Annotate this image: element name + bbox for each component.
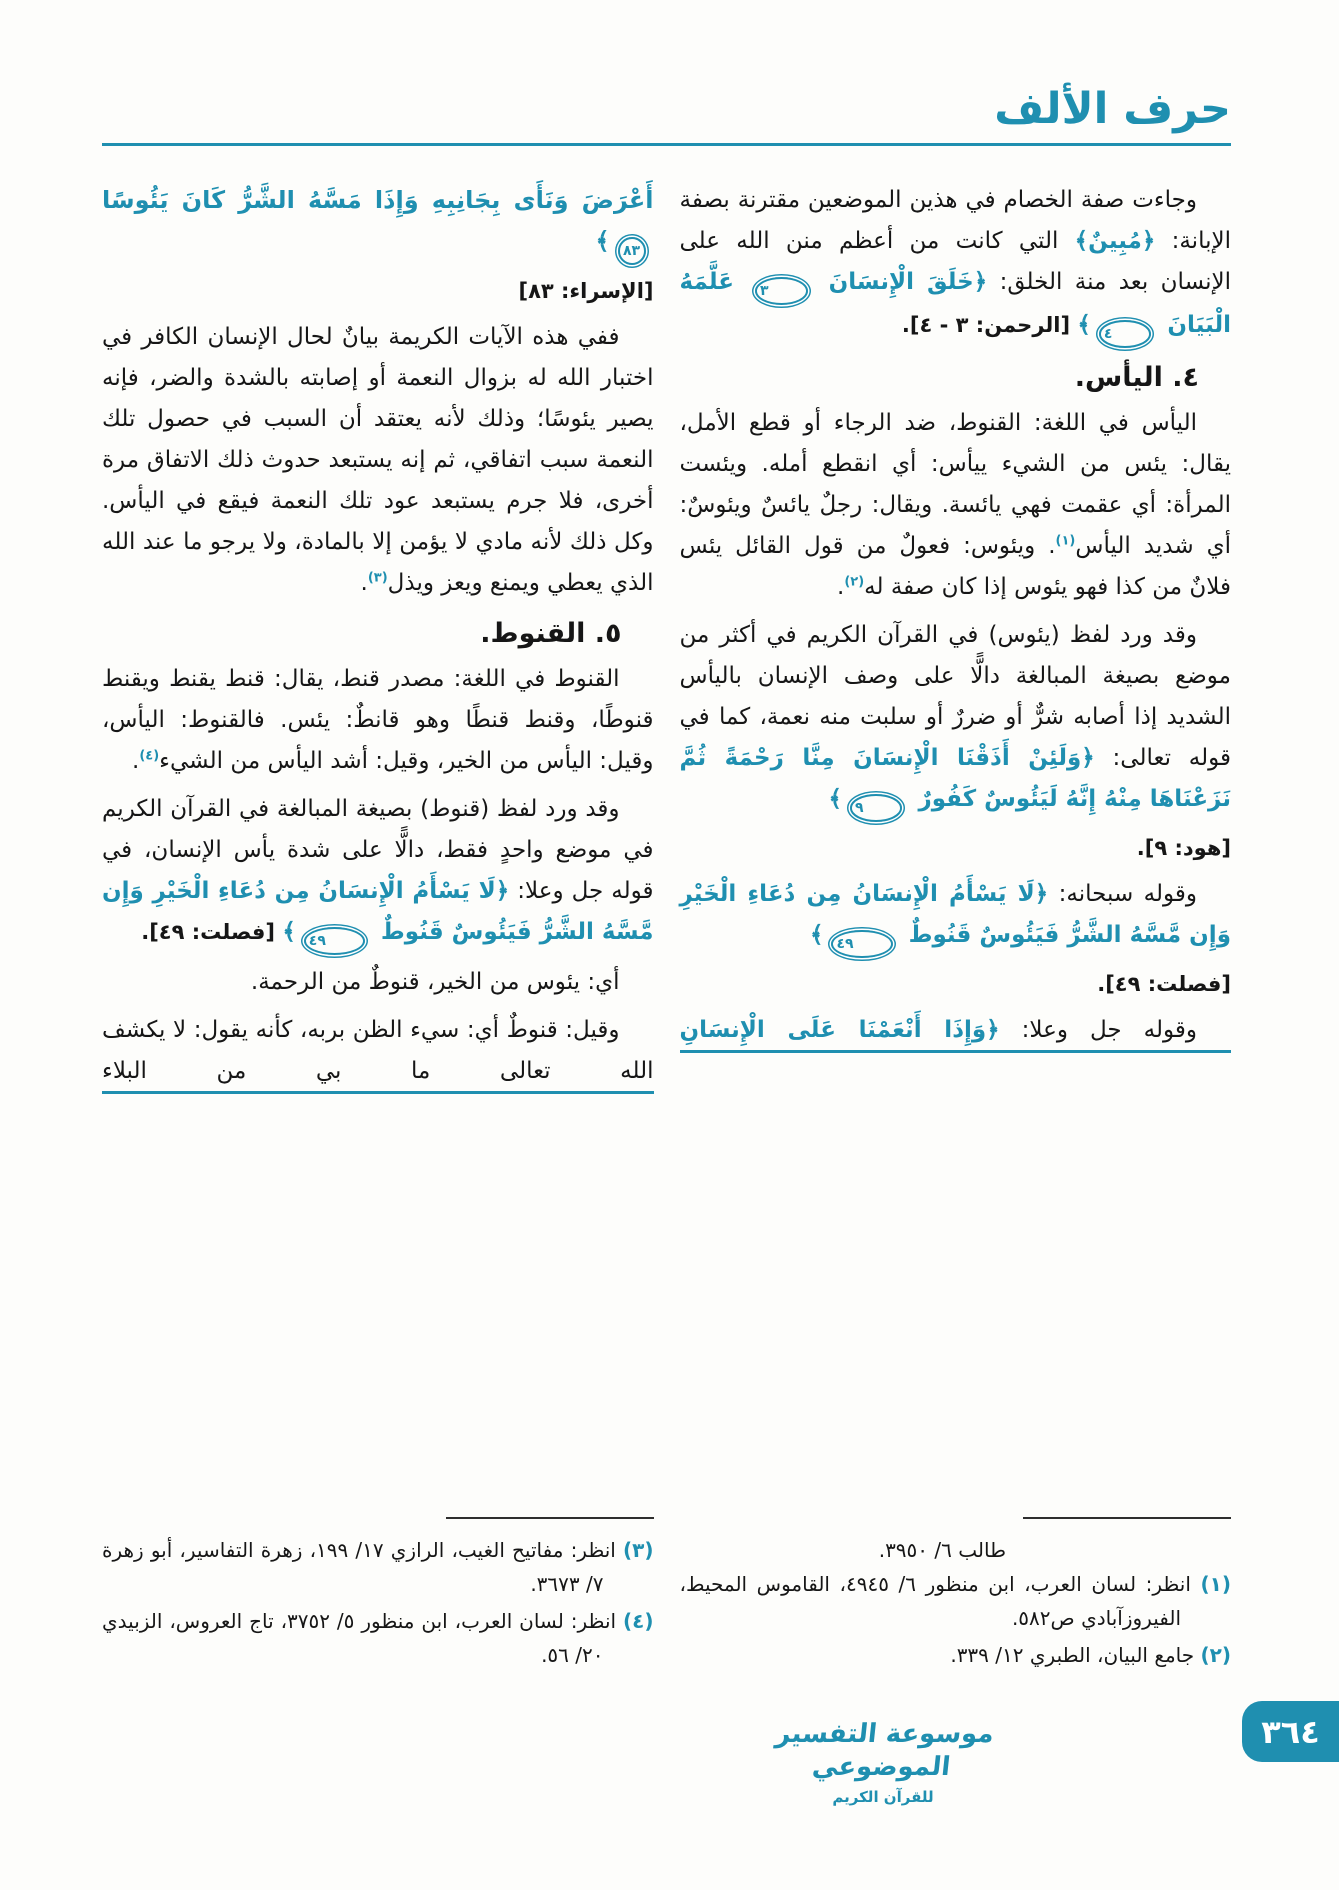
body-text: وقوله سبحانه: — [1048, 881, 1197, 908]
footnote-continuation: طالب ٦/ ٣٩٥٠. — [878, 1538, 1006, 1563]
publisher-logo — [763, 1718, 1003, 1806]
footnote-marker: (٤) — [139, 748, 160, 764]
footnote-number: (١) — [1200, 1572, 1231, 1597]
footnote-marker: (١) — [1055, 533, 1076, 549]
verse-number-medallion: ٣ — [755, 277, 808, 305]
body-text: أي: يئوس من الخير، قنوطٌ من الرحمة. — [250, 969, 620, 996]
verse-reference-line: [هود: ٩]. — [1136, 836, 1231, 861]
body-text: . — [132, 748, 140, 775]
paragraph — [102, 789, 654, 955]
page-number-badge: ٣٦٤ — [1242, 1701, 1339, 1762]
footnote-text: انظر: مفاتيح الغيب، الرازي ١٧/ ١٩٩، زهرة التفاسير، أبو زهرة ٧/ ٣٦٧٣. — [102, 1538, 623, 1597]
footnote-separator — [446, 1517, 654, 1519]
footnote-item — [102, 1533, 654, 1601]
body-text: القنوط في اللغة: مصدر قنط، يقال: قنط يقنط ويقنط قنوطًا، وقنط قنطًا وهو قانطٌ: يئس. فالقنوط: اليأس، وقيل: اليأس من الخير، وقيل: أشد اليأس من الشيء — [102, 666, 654, 775]
paragraph — [680, 403, 1232, 608]
column-left — [102, 180, 654, 1675]
paragraph — [102, 1010, 654, 1092]
footnote-marker: (٢) — [844, 574, 865, 590]
verse-number-medallion: ٤٩ — [831, 930, 892, 958]
verse-reference: [الرحمن: ٣ - ٤]. — [901, 313, 1078, 338]
chapter-title: حرف الألف — [994, 84, 1231, 134]
quran-text: ﴾ — [595, 227, 610, 256]
quran-verse — [102, 180, 654, 265]
footnote-number: (٤) — [623, 1609, 654, 1634]
paragraph — [680, 874, 1232, 958]
verse-reference: [فصلت: ٤٩]. — [141, 920, 283, 945]
verse-reference-line: [فصلت: ٤٩]. — [1097, 972, 1231, 997]
body-text: . — [360, 570, 368, 597]
verse-number-medallion: ٨٣ — [618, 237, 646, 265]
footnote-item — [680, 1638, 1232, 1672]
body-text: ففي هذه الآيات الكريمة بيانٌ لحال الإنسان الكافر في اختبار الله له بزوال النعمة أو إصابته بالشدة والضر، فإنه يصير يئوسًا؛ وذلك لأنه يعتقد أن السبب في حصول تلك النعمة سبب اتفاقي، ثم إنه يستبعد حدوث ذلك الاتفاق مرة أخرى، فلا جرم يستبعد عود تلك النعمة فيقع في اليأس. وكل ذلك لأنه مادي لا يؤمن إلا بالمادة، ولا يرجو ما عند الله الذي يعطي ويمنع ويعز ويذل — [102, 324, 654, 597]
section-heading: ٥. القنوط. — [480, 618, 622, 650]
body-text: وقوله جل وعلا: — [999, 1017, 1197, 1044]
quran-text: أَعْرَضَ وَنَأَى بِجَانِبِهِ وَإِذَا مَسَّهُ الشَّرُّ كَانَ يَئُوسًا — [102, 186, 654, 215]
quran-text: ﴾ — [1077, 312, 1091, 339]
verse-number-medallion: ٤٩ — [304, 927, 365, 955]
body-text: وجاءت صفة الخصام في هذين الموضعين مقترنة بصفة الإبانة: — [679, 187, 1231, 255]
footnote-item — [680, 1567, 1232, 1635]
quran-text: ﴿وَإِذَا أَنْعَمْنَا عَلَى الْإِنسَانِ — [679, 1017, 1000, 1044]
footnote-number: (٣) — [623, 1538, 654, 1563]
quran-text: ﴿وَلَئِنْ أَذَقْنَا الْإِنسَانَ مِنَّا رَحْمَةً ثُمَّ نَزَعْنَاهَا مِنْهُ إِنَّهُ لَيَئُوسٌ كَفُورٌ — [679, 745, 1231, 813]
column-right — [680, 180, 1232, 1675]
paragraph — [102, 317, 654, 604]
verse-number-medallion: ٩ — [850, 794, 903, 822]
body-text: وقيل: قنوطٌ أي: سيء الظن بربه، كأنه يقول: لا يكشف الله تعالى ما بي من البلاء — [102, 1017, 654, 1085]
body-text: وقد ورد لفظ (يئوس) في القرآن الكريم في أكثر من موضع بصيغة المبالغة دالًّا على وصف الإنسان باليأس الشديد إذا أصابه شرٌّ أو ضررٌ أو سلبت منه نعمة، كما في قوله تعالى: — [679, 622, 1231, 772]
footnote-marker: (٣) — [367, 570, 388, 586]
footnotes — [680, 1501, 1232, 1675]
column-text — [680, 180, 1232, 1058]
footnote-text: انظر: لسان العرب، ابن منظور ٥/ ٣٧٥٢، تاج العروس، الزبيدي ٢٠/ ٥٦. — [102, 1609, 623, 1668]
quran-text: ﴿مُبِينٌ﴾ — [1074, 228, 1156, 255]
logo-subtitle: للقرآن الكريم — [832, 1788, 934, 1806]
page-header — [102, 86, 1231, 146]
paragraph — [680, 1010, 1232, 1051]
verse-number-medallion: ٤ — [1099, 320, 1152, 348]
verse-reference-line: [الإسراء: ٨٣] — [518, 279, 654, 304]
quran-text: ﴿لَا يَسْأَمُ الْإِنسَانُ مِن دُعَاءِ الْخَيْرِ وَإِن مَّسَّهُ الشَّرُّ فَيَئُوسٌ قَنُوطٌ — [102, 878, 654, 946]
section-heading: ٤. اليأس. — [1074, 362, 1199, 394]
footnote-number: (٢) — [1200, 1643, 1231, 1668]
body-text: وقد ورد لفظ (قنوط) بصيغة المبالغة في القرآن الكريم في موضع واحدٍ فقط، دالًّا على شدة يأس الإنسان، في قوله جل وعلا: — [102, 796, 654, 905]
logo-title: موسوعة التفسير الموضوعي — [774, 1719, 996, 1782]
quran-text: ﴾ — [809, 922, 824, 949]
footnote-text: انظر: لسان العرب، ابن منظور ٦/ ٤٩٤٥، القاموس المحيط، الفيروزآبادي ص٥٨٢. — [679, 1572, 1201, 1631]
quran-text: ﴾ — [282, 919, 296, 946]
footnote-separator — [1023, 1517, 1231, 1519]
body-text: التي كانت من أعظم منن الله على الإنسان بعد منة الخلق: — [679, 228, 1231, 296]
quran-text: ﴿لَا يَسْأَمُ الْإِنسَانُ مِن دُعَاءِ الْخَيْرِ وَإِن مَّسَّهُ الشَّرُّ فَيَئُوسٌ قَنُوطٌ — [679, 881, 1231, 949]
columns — [102, 180, 1231, 1675]
paragraph — [102, 659, 654, 782]
header-rule — [102, 143, 1231, 146]
quran-text: عَلَّمَهُ الْبَيَانَ — [679, 269, 1231, 339]
quran-text: ﴿خَلَقَ الْإِنسَانَ — [815, 269, 988, 296]
column-text — [102, 180, 654, 1099]
footnote-text: جامع البيان، الطبري ١٢/ ٣٣٩. — [950, 1643, 1201, 1668]
paragraph — [680, 615, 1232, 822]
paragraph — [680, 180, 1232, 348]
body-text: . ويئوس: فعولٌ من قول القائل يئس فلانٌ من كذا فهو يئوس إذا كان صفة له — [679, 533, 1231, 601]
paragraph — [102, 962, 654, 1003]
footnote-item — [102, 1604, 654, 1672]
footnotes — [102, 1501, 654, 1675]
quran-text: ﴾ — [828, 786, 842, 813]
body-text: . — [837, 574, 845, 601]
body-text: اليأس في اللغة: القنوط، ضد الرجاء أو قطع الأمل، يقال: يئس من الشيء ييأس: أي انقطع أمله. ويئست المرأة: أي عقمت فهي يائسة. ويقال: رجلٌ يائسٌ ويئوسٌ: أي شديد اليأس — [679, 410, 1231, 560]
